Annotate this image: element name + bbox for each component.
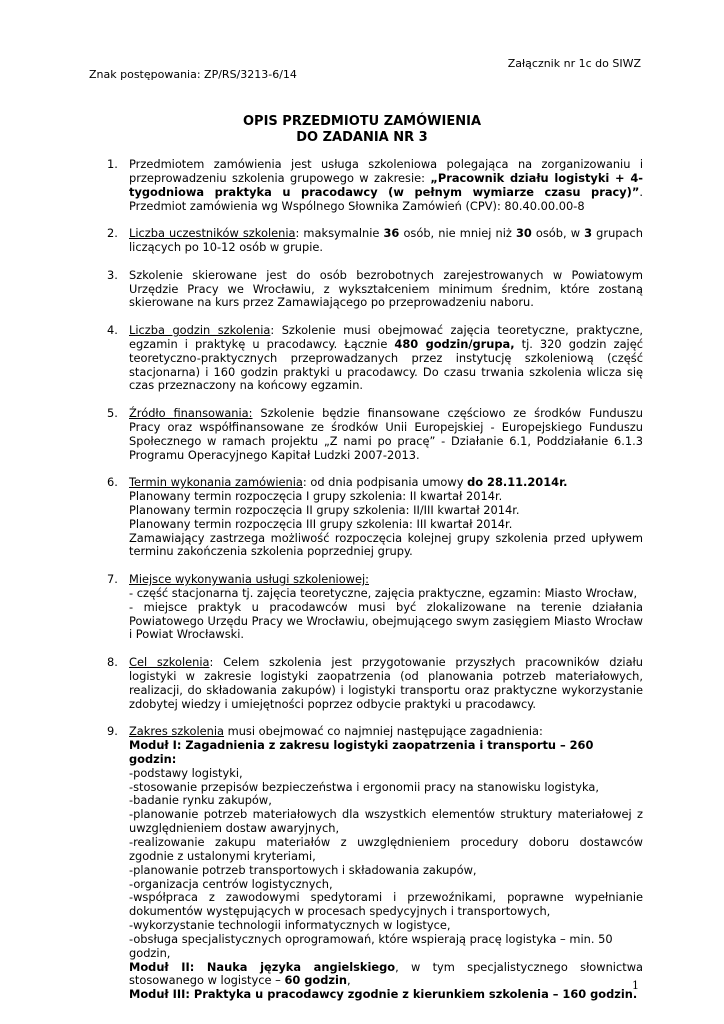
item-line [129, 476, 643, 490]
item-text: Szkolenie skierowane jest do osób bezrobotnych zarejestrowanych w Powiatowym Urzędzie Pracy we Wrocławiu, z wykształceniem minimum średnim, które zostaną skierowane na kurs przez Zamawiającego po przeprowadzeniu naboru. [129, 267, 643, 310]
item-bold-text: 36 [383, 226, 400, 241]
topic-line: -podstawy logistyki, [129, 765, 243, 780]
module-heading: Moduł I: Zagadnienia z zakresu logistyki zaopatrzenia i transportu – 260 godzin: [129, 738, 594, 766]
item-bold-text: „Pracownik działu logistyki + 4-tygodniowa praktyka u pracodawcy (w pełnym wymiarze czasu pracy)” [129, 170, 644, 199]
document-title [0, 114, 724, 146]
item-number: 2. [107, 226, 118, 241]
item-text: . Przedmiot zamówienia wg Wspólnego Słownika Zamówień (CPV): 80.40.00.00-8 [129, 184, 643, 213]
topic-line: -organizacja centrów logistycznych, [129, 876, 333, 891]
item-text: osób, nie mniej niż [399, 226, 516, 241]
title-line-2: DO ZADANIA NR 3 [296, 130, 428, 145]
item-bold-text: do 28.11.2014r. [467, 475, 568, 490]
item-line: Planowany termin rozpoczęcia II grupy szkolenia: II/III kwartał 2014r. [129, 502, 520, 517]
item-line [129, 725, 643, 739]
item-text: Szkolenie będzie finansowane częściowo ze środków Funduszu Pracy oraz współfinansowane ze środków Unii Europejskiej - Europejskiego Funduszu Społecznego w ramach projektu „Z nami po pracę” - Działanie 6.1, Poddziałanie 6.1.3 Programu Operacyjnego Kapitał Ludzki 2007-2013. [129, 406, 643, 462]
item-label: Miejsce wykonywania usługi szkoleniowej: [129, 572, 369, 587]
item-number: 6. [107, 475, 118, 490]
requirements-list [107, 158, 643, 1016]
item-line: Zamawiający zastrzega możliwość rozpoczęcia kolejnej grupy szkolenia przed upływem terminu zakończenia szkolenia poprzedniej grupy. [129, 530, 643, 559]
list-item-4 [107, 324, 643, 393]
topic-line: -badanie rynku zakupów, [129, 793, 272, 808]
list-item-2 [107, 227, 643, 255]
item-bold-text: 3 [584, 226, 593, 241]
item-text: grupach liczących po 10-12 osób w grupie. [129, 226, 643, 255]
item-text: musi obejmować co najmniej następujące zagadnienia: [224, 724, 543, 739]
item-text: : maksymalnie [295, 226, 384, 241]
item-bold-text: 30 [515, 226, 532, 241]
list-item-8 [107, 656, 643, 711]
item-label: Źródło finansowania: [129, 406, 253, 420]
item-line: - miejsce praktyk u pracodawców musi być zlokalizowane na terenie działania Powiatowego Urzędu Pracy we Wrocławiu, obejmującego swym zasięgiem Miasto Wrocław i Powiat Wrocławski. [129, 599, 643, 642]
reference-number: Znak postępowania: ZP/RS/3213-6/14 [89, 68, 297, 81]
item-number: 1. [107, 157, 118, 171]
item-text: : Celem szkolenia jest przygotowanie przyszłych pracowników działu logistyki w zakresie logistyki zaopatrzenia (od planowania potrzeb materiałowych, realizacji, do składowania zakupów) i logistyki transportu oraz praktyczne wykorzystanie zdobytej wiedzy i umiejętności poprzez odbycie praktyki u pracodawcy. [129, 655, 644, 711]
item-number: 5. [107, 406, 118, 420]
item-bold-text: 480 godzin/grupa, [394, 336, 515, 351]
list-item-1 [107, 158, 643, 213]
topic-line: -obsługa specjalistycznych oprogramowań, które wspierają pracę logistyka – min. 50 godzin, [129, 931, 613, 960]
item-number: 8. [107, 655, 118, 670]
topic-line: -planowanie potrzeb transportowych i składowania zakupów, [129, 862, 477, 877]
annex-label: Załącznik nr 1c do SIWZ [507, 57, 641, 70]
item-text: osób, w [531, 226, 585, 241]
item-text: , w tym specjalistycznego słownictwa stosowanego w logistyce – [129, 959, 643, 988]
item-text: , [347, 973, 351, 988]
item-text: Przedmiotem zamówienia jest usługa szkoleniowa polegająca na zorganizowaniu i przeprowadzeniu szkolenia grupowego w zakresie: [129, 157, 643, 185]
item-line: - część stacjonarna tj. zajęcia teoretyczne, zajęcia praktyczne, egzamin: Miasto Wrocław, [129, 585, 638, 600]
item-line: Planowany termin rozpoczęcia I grupy szkolenia: II kwartał 2014r. [129, 489, 503, 504]
item-number: 9. [107, 724, 118, 739]
module-heading: Moduł III: Praktyka u pracodawcy zgodnie z kierunkiem szkolenia – 160 godzin. [129, 987, 638, 1002]
item-label: Termin wykonania zamówienia [129, 475, 303, 490]
list-item-3 [107, 269, 643, 311]
title-line-1: OPIS PRZEDMIOTU ZAMÓWIENIA [242, 114, 482, 129]
item-line: Planowany termin rozpoczęcia III grupy szkolenia: III kwartał 2014r. [129, 516, 513, 531]
topic-line: -stosowanie przepisów bezpieczeństwa i ergonomii pracy na stanowisku logistyka, [129, 779, 600, 794]
item-label: Liczba uczestników szkolenia [129, 226, 296, 241]
item-text: tj. 320 godzin zajęć teoretyczno-praktycznych przeprowadzanych przez instytucję szkoleniową (część stacjonarna) i 160 godzin praktyki u pracodawcy. Do czasu trwania szkolenia wlicza się czas przeznaczony na końcowy egzamin. [129, 336, 643, 393]
item-label: Zakres szkolenia [129, 724, 224, 739]
list-item-6 [107, 476, 643, 559]
item-number: 7. [107, 572, 118, 587]
item-bold-text: 60 godzin [284, 973, 348, 988]
page-number: 1 [632, 979, 639, 992]
item-text: : od dnia podpisania umowy [302, 475, 468, 490]
topic-line: -planowanie potrzeb materiałowych dla wszystkich elementów struktury materiałowej z uwzględnieniem dostaw awaryjnych, [129, 807, 643, 836]
item-label: Liczba godzin szkolenia [129, 322, 271, 337]
item-label: Cel szkolenia [129, 655, 210, 670]
module-line [129, 961, 643, 989]
module-heading: Moduł II: Nauka języka angielskiego [129, 959, 396, 974]
topic-line: -wykorzystanie technologii informatycznych w logistyce, [129, 918, 451, 933]
topic-line: -współpraca z zawodowymi spedytorami i przewoźnikami, poprawne wypełnianie dokumentów występujących w procesach spedycyjnych i transportowych, [129, 890, 643, 919]
item-number: 4. [107, 322, 118, 337]
topic-line: -realizowanie zakupu materiałów z uwzględnieniem procedury doboru dostawców zgodnie z ustalonymi kryteriami, [129, 834, 643, 863]
item-text: : Szkolenie musi obejmować zajęcia teoretyczne, praktyczne, egzamin i praktykę u pracodawcy. Łącznie [129, 322, 643, 351]
list-item-7 [107, 573, 643, 642]
list-item-9 [107, 725, 643, 1002]
item-number: 3. [107, 267, 118, 282]
list-item-5 [107, 407, 643, 462]
